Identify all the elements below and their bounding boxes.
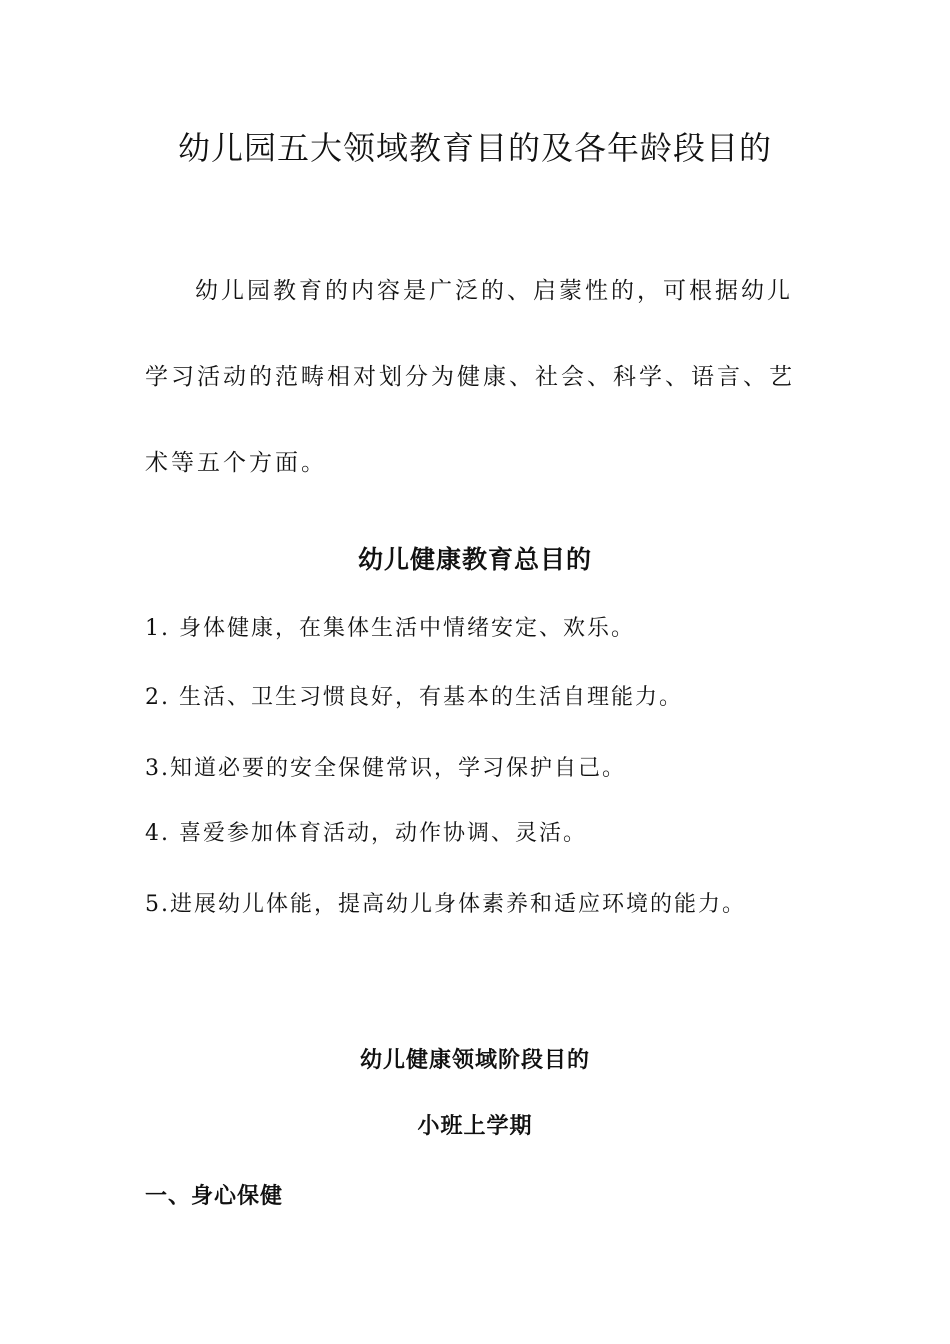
- health-goal-item: 2. 生活、卫生习惯良好，有基本的生活自理能力。: [145, 685, 683, 710]
- health-goal-item: 1. 身体健康，在集体生活中情绪安定、欢乐。: [145, 616, 635, 641]
- page-title: 幼儿园五大领域教育目的及各年龄段目的: [177, 129, 772, 167]
- term-heading: 小班上学期: [417, 1113, 533, 1139]
- stage-goals-heading: 幼儿健康领域阶段目的: [359, 1047, 590, 1073]
- section-item-heading: 一、身心保健: [145, 1183, 284, 1209]
- health-goals-heading: 幼儿健康教育总目的: [357, 545, 592, 574]
- health-goal-item: 5.进展幼儿体能，提高幼儿身体素养和适应环境的能力。: [145, 892, 746, 917]
- health-goal-item: 3.知道必要的安全保健常识，学习保护自己。: [145, 756, 626, 781]
- intro-paragraph: 幼儿园教育的内容是广泛的、启蒙性的，可根据幼儿学习活动的范畴相对划分为健康、社会、科学、语言、艺术等五个方面。: [145, 278, 795, 476]
- health-goal-item: 4. 喜爱参加体育活动，动作协调、灵活。: [145, 821, 587, 846]
